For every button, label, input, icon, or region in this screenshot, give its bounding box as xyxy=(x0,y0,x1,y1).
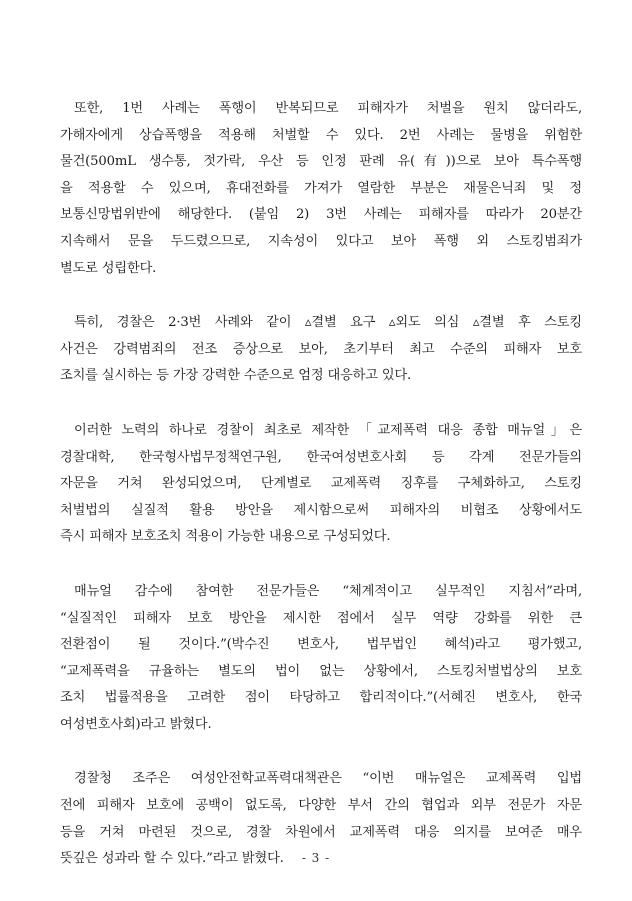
text-line: 또한, 1번 사례는 폭행이 반복되므로 피해자가 처벌을 원치 않더라도, xyxy=(74,101,582,116)
text-line: 이러한 노력의 하나로 경찰이 최초로 제작한 「교제폭력 대응 종합 매뉴얼」은 xyxy=(74,422,582,438)
text-line: 특히, 경찰은 2·3번 사례와 같이 ▵결별 요구 ▵외도 의심 ▵결별 후 스토킹 xyxy=(74,315,582,331)
text-line: 경찰대학, 한국형사법무정책연구원, 한국여성변호사회 등 각계 전문가들의 xyxy=(60,449,582,465)
text-line: “실질적인 피해자 보호 방안을 제시한 점에서 실무 역량 강화를 위한 큰 xyxy=(60,610,582,626)
text-line: 물건(500mL 생수통, 젓가락, 우산 등 인정 판례 유(有))으로 보아 특수폭행 xyxy=(60,154,582,170)
document-body xyxy=(60,96,582,901)
text-line: 등을 거쳐 마련된 것으로, 경찰 차원에서 교제폭력 대응 의지를 보여준 매우 xyxy=(60,824,582,840)
text-line: 전에 피해자 보호에 공백이 없도록, 다양한 부서 간의 협업과 외부 전문가 자문 xyxy=(60,798,582,814)
text-line: 보통신망법위반에 해당한다. (붙임 2) 3번 사례는 피해자를 따라가 20분간 xyxy=(60,207,582,223)
text-line: 여성변호사회)라고 밝혔다. xyxy=(60,716,212,732)
page-number: - 3 - xyxy=(301,851,331,865)
text-line: 처벌법의 실질적 활용 방안을 제시함으로써 피해자의 비협조 상황에서도 xyxy=(60,502,582,518)
text-line: 뜻깊은 성과라 할 수 있다.”라고 밝혔다. xyxy=(60,851,284,867)
text-line: 자문을 거쳐 완성되었으며, 단계별로 교제폭력 징후를 구체화하고, 스토킹 xyxy=(60,476,582,492)
text-line: 즉시 피해자 보호조치 적용이 가능한 내용으로 구성되었다. xyxy=(60,529,391,545)
text-line: 매뉴얼 감수에 참여한 전문가들은 “체계적이고 실무적인 지침서”라며, xyxy=(74,583,582,599)
text-line: 사건은 강력범죄의 전조 증상으로 보아, 초기부터 최고 수준의 피해자 보호 xyxy=(60,341,582,357)
paragraph-2 xyxy=(60,310,582,390)
paragraph-1 xyxy=(60,96,582,282)
paragraph-3 xyxy=(60,418,582,551)
text-line: “교제폭력을 규율하는 별도의 법이 없는 상황에서, 스토킹처벌법상의 보호 xyxy=(60,663,582,679)
text-line: 전환점이 될 것이다.”(박수진 변호사, 법무법인 혜석)라고 평가했고, xyxy=(60,637,582,653)
text-line: 조치 법률적용을 고려한 점이 타당하고 합리적이다.”(서혜진 변호사, 한국 xyxy=(60,690,582,706)
text-line: 가해자에게 상습폭행을 적용해 처벌할 수 있다. 2번 사례는 물병을 위험한 xyxy=(60,127,582,143)
text-line: 별도로 성립한다. xyxy=(60,260,157,276)
text-line: 을 적용할 수 있으며, 휴대전화를 가져가 열람한 부분은 재물은닉죄 및 정 xyxy=(60,180,582,196)
text-line: 경찰청 조주은 여성안전학교폭력대책관은 “이번 매뉴얼은 교제폭력 입법 xyxy=(74,771,582,787)
text-line: 조치를 실시하는 등 가장 강력한 수준으로 엄정 대응하고 있다. xyxy=(60,368,412,384)
paragraph-4 xyxy=(60,579,582,739)
text-line: 지속해서 문을 두드렸으므로, 지속성이 있다고 보아 폭행 외 스토킹범죄가 xyxy=(60,233,582,249)
